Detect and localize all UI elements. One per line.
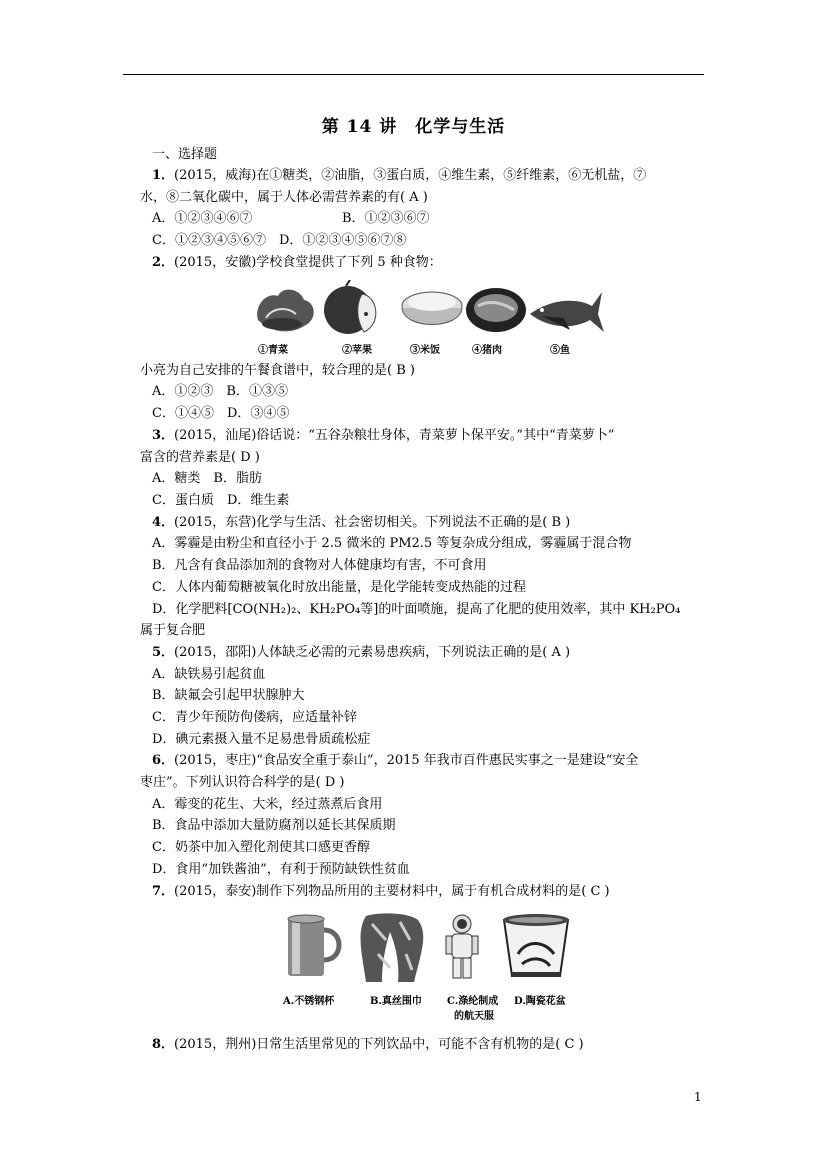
q4-option-b: B．凡含有食品添加剂的食物对人体健康均有害，不可食用 bbox=[152, 558, 487, 573]
vegetable-image bbox=[257, 290, 314, 332]
q4-option-d: D．化学肥料[CO(NH₂)₂、KH₂PO₄等]的叶面喷施，提高了化肥的使用效率，其中 KH₂PO₄ bbox=[152, 602, 681, 617]
q1-option-b: B．①②③⑥⑦ bbox=[342, 211, 430, 226]
page-title: 第 14 讲 化学与生活 bbox=[321, 117, 506, 137]
question-1: 1．(2015，威海)在①糖类，②油脂，③蛋白质，④维生素，⑤纤维素，⑥无机盐，⑦ bbox=[152, 168, 647, 183]
apple-image bbox=[324, 280, 376, 334]
food-caption-2: ②苹果 bbox=[342, 345, 372, 356]
q4-option-d-cont: 属于复合肥 bbox=[140, 623, 206, 638]
material-images bbox=[282, 910, 572, 986]
material-caption-b: B.真丝围巾 bbox=[370, 996, 422, 1007]
fish-image bbox=[530, 292, 604, 332]
question-6: 6．(2015，枣庄)“食品安全重于泰山”，2015 年我市百件惠民实事之一是建设“安全 bbox=[152, 753, 639, 768]
pork-image bbox=[466, 288, 526, 332]
q5-option-a: A．缺铁易引起贫血 bbox=[152, 667, 266, 682]
question-3-cont: 富含的营养素是( D ) bbox=[140, 450, 260, 465]
question-5: 5．(2015，邵阳)人体缺乏必需的元素易患疾病，下列说法正确的是( A ) bbox=[152, 645, 571, 660]
q5-option-c: C．青少年预防佝偻病，应适量补锌 bbox=[152, 710, 357, 725]
q6-option-a: A．霉变的花生、大米，经过蒸煮后食用 bbox=[152, 797, 383, 812]
q3-option-cd: C．蛋白质 D．维生素 bbox=[152, 493, 290, 508]
header-rule bbox=[123, 74, 704, 75]
rice-bowl-image bbox=[402, 292, 462, 325]
question-2: 2．(2015，安徽)学校食堂提供了下列 5 种食物： bbox=[152, 255, 442, 270]
food-caption-3: ③米饭 bbox=[410, 345, 440, 356]
q1-option-a: A．①②③④⑥⑦ bbox=[152, 211, 253, 226]
page-number: 1 bbox=[694, 1090, 702, 1104]
silk-scarf-image bbox=[361, 913, 424, 982]
q5-option-b: B．缺氟会引起甲状腺肿大 bbox=[152, 688, 305, 703]
material-caption-c: C.涤纶制成 bbox=[447, 996, 499, 1007]
section-heading: 一、选择题 bbox=[152, 147, 218, 162]
spacesuit-image bbox=[446, 915, 478, 978]
q5-option-d: D．碘元素摄入量不足易患骨质疏松症 bbox=[152, 732, 371, 747]
steel-cup-image bbox=[288, 915, 339, 976]
q3-option-ab: A．糖类 B．脂肪 bbox=[152, 471, 262, 486]
q2-option-cd: C．①④⑤ D．③④⑤ bbox=[152, 406, 290, 421]
material-caption-a: A.不锈钢杯 bbox=[283, 996, 335, 1007]
question-6-cont: 枣庄”。下列认识符合科学的是( D ) bbox=[140, 775, 345, 790]
question-7: 7．(2015，泰安)制作下列物品所用的主要材料中，属于有机合成材料的是( C ) bbox=[152, 884, 610, 899]
material-caption-c-cont: 的航天服 bbox=[454, 1011, 494, 1022]
q4-option-c: C．人体内葡萄糖被氧化时放出能量，是化学能转变成热能的过程 bbox=[152, 580, 526, 595]
q1-option-cd: C．①②③④⑤⑥⑦ D．①②③④⑤⑥⑦⑧ bbox=[152, 233, 407, 248]
q6-option-b: B．食品中添加大量防腐剂以延长其保质期 bbox=[152, 818, 396, 833]
food-caption-5: ⑤鱼 bbox=[550, 345, 570, 356]
food-caption-4: ④猪肉 bbox=[472, 345, 502, 356]
question-4: 4．(2015，东营)化学与生活、社会密切相关。下列说法不正确的是( B ) bbox=[152, 515, 571, 530]
porcelain-pot-image bbox=[503, 914, 569, 977]
q2-option-ab: A．①②③ B．①③⑤ bbox=[152, 384, 288, 399]
q6-option-c: C．奶茶中加入塑化剂使其口感更香醇 bbox=[152, 840, 370, 855]
question-1-cont: 水，⑧二氧化碳中，属于人体必需营养素的有( A ) bbox=[140, 190, 428, 205]
question-3: 3．(2015，汕尾)俗话说：“五谷杂粮壮身体，青菜萝卜保平安。”其中“青菜萝卜” bbox=[152, 428, 615, 443]
food-images bbox=[252, 280, 604, 338]
material-caption-d: D.陶瓷花盆 bbox=[514, 996, 566, 1007]
question-2-cont: 小亮为自己安排的午餐食谱中，较合理的是( B ) bbox=[140, 363, 415, 378]
food-caption-1: ①青菜 bbox=[258, 345, 288, 356]
q4-option-a: A．雾霾是由粉尘和直径小于 2.5 微米的 PM2.5 等复杂成分组成，雾霾属于混合物 bbox=[152, 536, 632, 551]
q6-option-d: D．食用“加铁酱油”，有利于预防缺铁性贫血 bbox=[152, 862, 410, 877]
question-8: 8．(2015，荆州)日常生活里常见的下列饮品中，可能不含有机物的是( C ) bbox=[152, 1037, 584, 1052]
